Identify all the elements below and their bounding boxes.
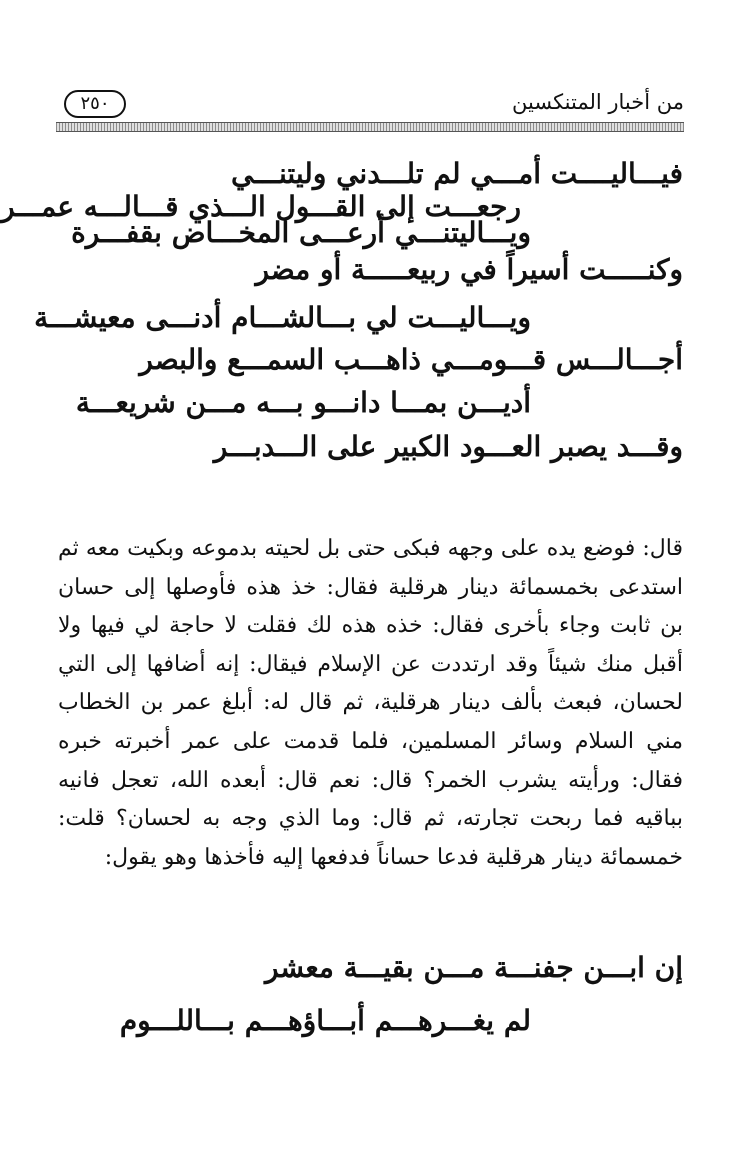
page-header — [56, 84, 684, 132]
page-number-badge: ٢٥٠ — [64, 90, 126, 118]
running-title: من أخبار المتنكسين — [512, 90, 684, 114]
verse-line-8: وقـــد يصبر العـــود الكبير على الـــدبـــر — [213, 430, 683, 463]
verse-line-3: ويـــاليتنـــي أرعـــى المخـــاض بقفـــرة — [71, 216, 531, 249]
closing-verse-line-1: إن ابـــن جفنـــة مـــن بقيـــة معشر — [264, 951, 683, 984]
header-divider — [56, 122, 684, 132]
verse-line-1: فيـــاليــــت أمـــي لم تلـــدني وليتنـــي — [231, 157, 683, 190]
verse-line-5: ويـــاليـــت لي بـــالشـــام أدنـــى معيشـــة — [34, 301, 531, 334]
closing-verse-line-2: لم يغـــرهـــم أبـــاؤهـــم بـــاللـــوم — [119, 1004, 531, 1037]
verse-line-7: أديـــن بمـــا دانـــو بـــه مـــن شريعـــة — [75, 386, 531, 419]
verse-line-2: رجعـــت إلى القـــول الـــذي قـــالـــه عمـــر — [1, 190, 521, 223]
prose-paragraph: قال: فوضع يده على وجهه فبكى حتى بل لحيته بدموعه وبكيت معه ثم استدعى بخمسمائة دينار هرقلية فقال: خذ هذه فأوصلها إلى حسان بن ثابت وجاء بأخرى فقال: خذه هذه لك فقلت لا حاجة لي فيها ولا أقبل منك شيئاً وقد ارتددت عن الإسلام فيقال: إنه أضافها إلى التي لحسان، فبعث بألف دينار هرقلية، ثم قال له: أبلغ عمر بن الخطاب مني السلام وسائر المسلمين، فلما قدمت على عمر أخبرته خبره فقال: ورأيته يشرب الخمر؟ قال: نعم قال: أبعده الله، تعجل فانيه بباقيه فما ربحت تجارته، ثم قال: وما الذي وجه به لحسان؟ قلت: خمسمائة دينار هرقلية فدعا حساناً فدفعها إليه فأخذها وهو يقول: — [58, 536, 683, 870]
verse-line-6: أجـــالـــس قـــومـــي ذاهـــب السمـــع والبصر — [139, 343, 683, 376]
verse-line-4: وكنـــــت أسيراً في ربيعـــــة أو مضر — [255, 253, 683, 286]
